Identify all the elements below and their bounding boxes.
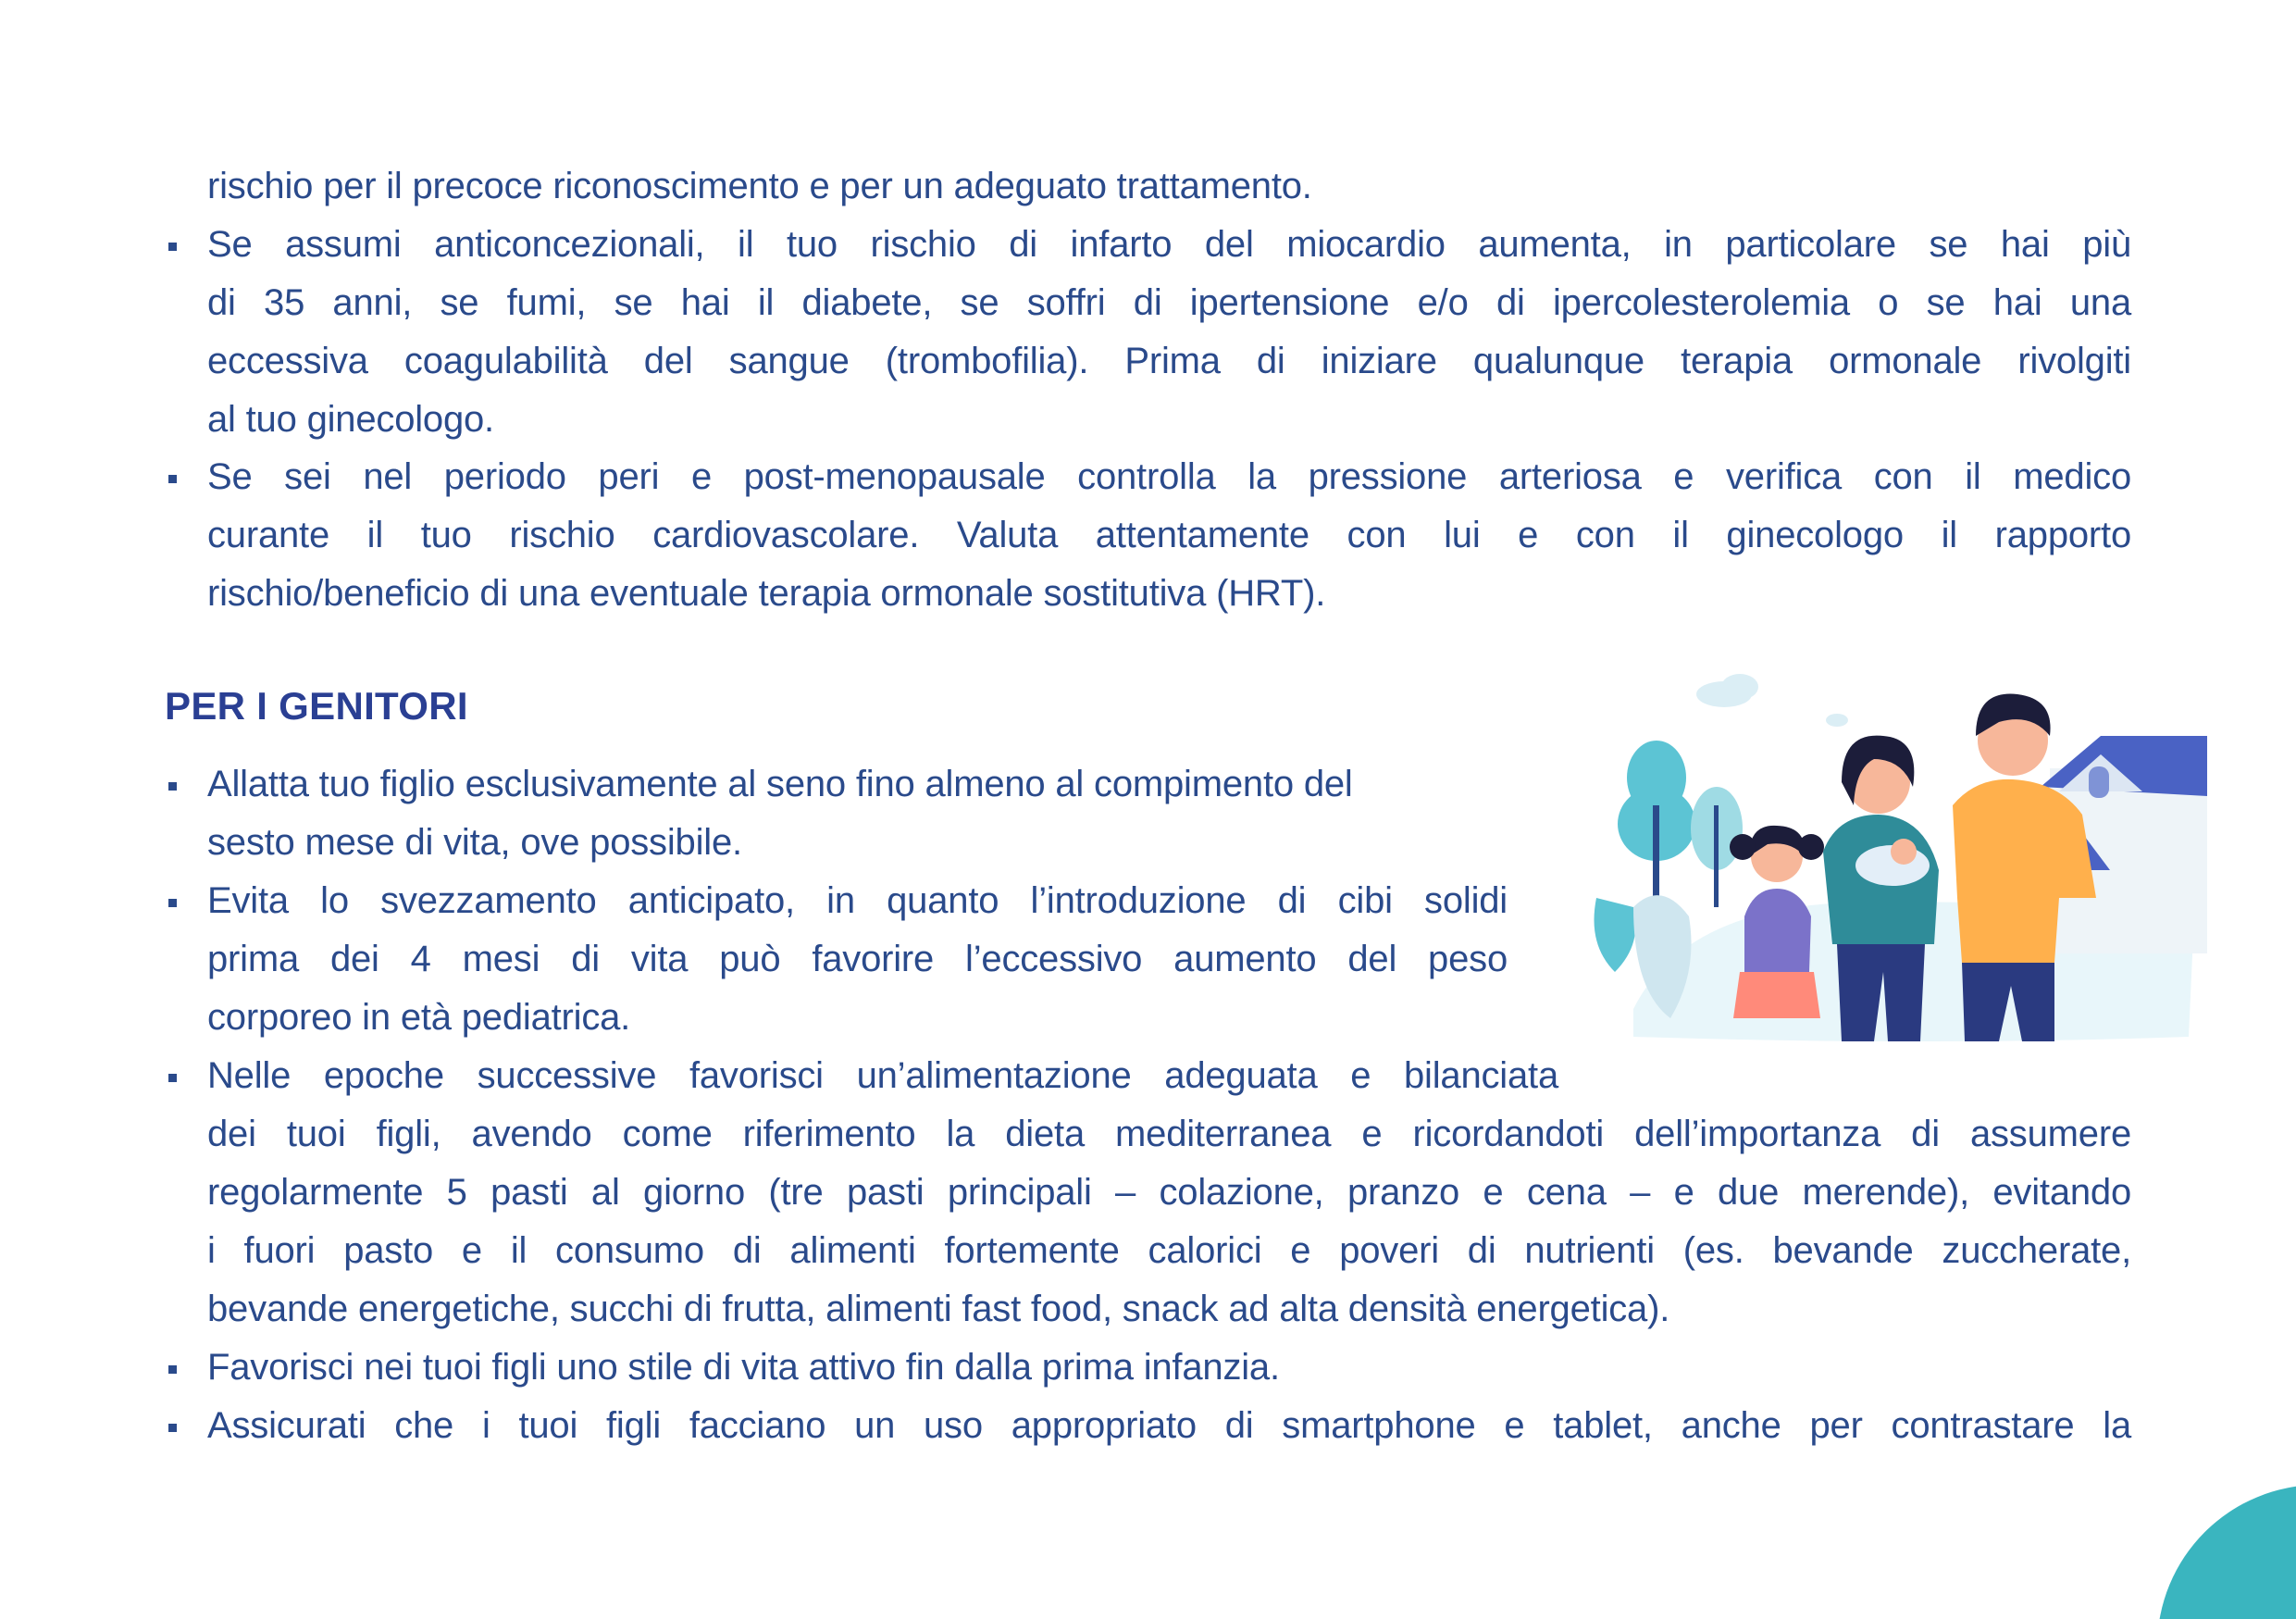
list-item-line bbox=[207, 814, 742, 872]
line-text: Evita lo svezzamento anticipato, in quanto l’introduzione di cibi solidi bbox=[207, 880, 1508, 921]
list-item-line bbox=[207, 506, 2131, 565]
line-text: Assicurati che i tuoi figli facciano un uso appropriato di smartphone e tablet, anche per contrastare la bbox=[207, 1405, 2131, 1446]
bullet-icon bbox=[168, 1424, 177, 1432]
family-illustration-icon bbox=[1578, 666, 2207, 1046]
section-heading: PER I GENITORI bbox=[165, 684, 468, 728]
bullet-icon bbox=[168, 1074, 177, 1082]
line-text: Allatta tuo figlio esclusivamente al seno fino almeno al compimento del bbox=[207, 764, 1353, 804]
list-item-line bbox=[207, 1280, 1669, 1339]
corner-circle bbox=[2157, 1485, 2296, 1619]
list-item-line bbox=[207, 391, 494, 449]
line-text: rischio/beneficio di una eventuale terapia ormonale sostitutiva (HRT). bbox=[207, 573, 1326, 614]
girl-dress bbox=[1744, 889, 1811, 972]
girl-ponytail bbox=[1798, 834, 1824, 860]
line-text: regolarmente 5 pasti al giorno (tre pasti principali – colazione, pranzo e cena – e due merende), evitando bbox=[207, 1172, 2131, 1213]
continuation-line bbox=[207, 157, 1312, 216]
line-text: bevande energetiche, succhi di frutta, alimenti fast food, snack ad alta densità energetica). bbox=[207, 1289, 1670, 1329]
cloud-icon bbox=[1721, 674, 1758, 700]
line-text: eccessiva coagulabilità del sangue (trombofilia). Prima di iniziare qualunque terapia ormonale rivolgiti bbox=[207, 341, 2131, 381]
line-text: dei tuoi figli, avendo come riferimento la dieta mediterranea e ricordandoti dell’importanza di assumere bbox=[207, 1114, 2131, 1154]
house-window bbox=[2089, 766, 2109, 798]
list-item-line bbox=[207, 332, 2131, 391]
bullet-icon bbox=[168, 243, 177, 251]
line-text: di 35 anni, se fumi, se hai il diabete, se soffri di ipertensione e/o di ipercolesterolemia o se hai una bbox=[207, 282, 2131, 323]
list-item-line bbox=[207, 1047, 1558, 1105]
list-item-line bbox=[207, 274, 2131, 332]
line-text: Favorisci nei tuoi figli uno stile di vita attivo fin dalla prima infanzia. bbox=[207, 1347, 1280, 1388]
bullet-icon bbox=[168, 899, 177, 907]
tree-trunk bbox=[1714, 805, 1719, 907]
line-text: al tuo ginecologo. bbox=[207, 399, 494, 440]
bullet-icon bbox=[168, 782, 177, 791]
list-item-line bbox=[207, 565, 1325, 623]
girl-skirt bbox=[1733, 972, 1820, 1018]
list-item-line bbox=[207, 1397, 2131, 1455]
line-text: corporeo in età pediatrica. bbox=[207, 997, 631, 1038]
list-item-line bbox=[207, 989, 630, 1047]
line-text: Nelle epoche successive favorisci un’alimentazione adeguata e bilanciata bbox=[207, 1055, 1558, 1096]
list-item-line bbox=[207, 755, 1353, 814]
list-item-line bbox=[207, 1339, 1280, 1397]
corner-circle-decoration-icon bbox=[2157, 1471, 2296, 1619]
list-item-line bbox=[207, 1164, 2131, 1222]
leaf-icon bbox=[1595, 898, 1636, 972]
list-item-line bbox=[207, 1222, 2131, 1280]
girl-ponytail bbox=[1730, 834, 1756, 860]
cloud-icon bbox=[1826, 714, 1848, 727]
line-text: curante il tuo rischio cardiovascolare. Valuta attentamente con lui e con il ginecologo il rapporto bbox=[207, 515, 2131, 555]
line-text: prima dei 4 mesi di vita può favorire l’eccessivo aumento del peso bbox=[207, 939, 1508, 979]
line-text: Se assumi anticoncezionali, il tuo rischio di infarto del miocardio aumenta, in particolare se hai più bbox=[207, 224, 2131, 265]
baby-face bbox=[1891, 839, 1917, 865]
continuation-text: rischio per il precoce riconoscimento e per un adeguato trattamento. bbox=[207, 166, 1312, 206]
list-item-line bbox=[207, 448, 2131, 506]
list-item-line bbox=[207, 872, 1508, 930]
list-item-line bbox=[207, 1105, 2131, 1164]
list-item-line bbox=[207, 930, 1508, 989]
line-text: Se sei nel periodo peri e post-menopausale controlla la pressione arteriosa e verifica con il medico bbox=[207, 456, 2131, 497]
line-text: sesto mese di vita, ove possibile. bbox=[207, 822, 742, 863]
line-text: i fuori pasto e il consumo di alimenti fortemente calorici e poveri di nutrienti (es. bevande zuccherate, bbox=[207, 1230, 2131, 1271]
bullet-icon bbox=[168, 475, 177, 483]
list-item-line bbox=[207, 216, 2131, 274]
bullet-icon bbox=[168, 1365, 177, 1374]
